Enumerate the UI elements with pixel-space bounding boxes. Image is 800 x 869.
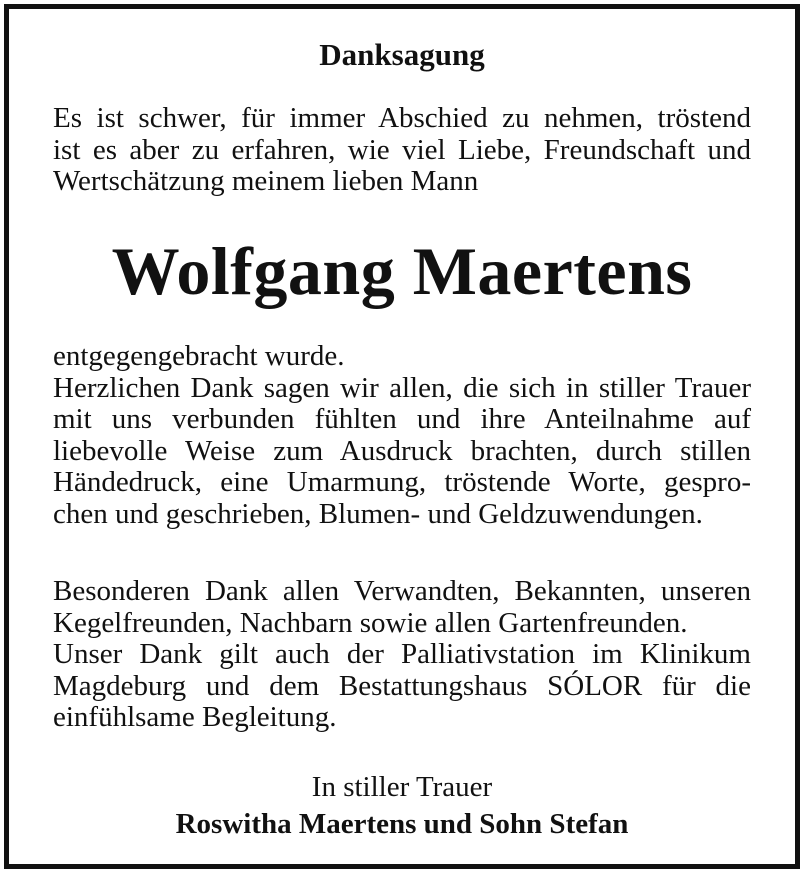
intro-line: Es ist schwer, für immer Abschied zu nehmen, tröstend [53,102,751,134]
thanks-line: einfühlsame Begleitung. [53,701,337,733]
thanks-line: Kegelfreunden, Nachbarn sowie allen Gartenfreunden. [53,606,688,639]
deceased-name: Wolfgang Maertens [111,233,693,309]
thanks-line: Magdeburg und dem Bestattungshaus SÓLOR für die [53,669,751,702]
intro-paragraph [53,103,751,198]
signers: Roswitha Maertens und Sohn Stefan [175,808,629,840]
notice-border [4,4,800,869]
body-line: liebevolle Weise zum Ausdruck brachten, durch stillen [53,434,751,467]
body-line: entgegengebracht wurde. [53,340,345,372]
gratitude-paragraph [53,341,751,530]
thanks-line: Besonderen Dank allen Verwandten, Bekannten, unseren [53,575,751,607]
body-line: chen und geschrieben, Blumen- und Geldzuwendungen. [53,497,703,530]
closing-phrase: In stiller Trauer [311,771,493,803]
special-thanks-paragraph [53,576,751,734]
body-line: Händedruck, eine Umarmung, tröstende Worte, gespro- [53,466,751,498]
body-line: mit uns verbunden fühlten und ihre Anteilnahme auf [53,403,751,435]
intro-line: ist es aber zu erfahren, wie viel Liebe, Freundschaft und [53,133,751,166]
notice-title: Danksagung [319,37,485,72]
thanks-line: Unser Dank gilt auch der Palliativstation im Klinikum [53,638,751,670]
intro-line: Wertschätzung meinem lieben Mann [53,165,479,197]
body-line: Herzlichen Dank sagen wir allen, die sich in stiller Trauer [53,371,751,404]
